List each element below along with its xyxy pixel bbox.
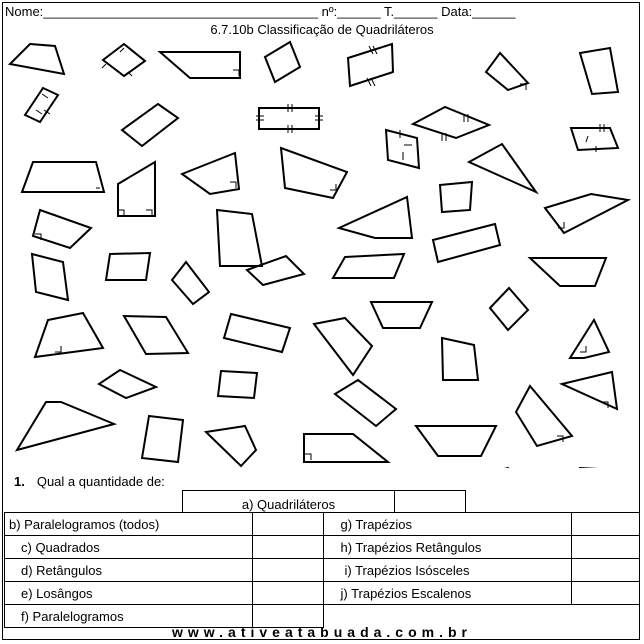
quad-shape <box>469 144 536 192</box>
quad-shape <box>22 162 104 192</box>
quad-shape <box>571 128 618 150</box>
table-row <box>5 559 640 582</box>
quad-shape <box>99 370 156 398</box>
quad-shape <box>516 386 572 446</box>
quad-shape <box>160 52 240 78</box>
quad-shape <box>433 224 500 262</box>
quad-shape <box>103 44 145 76</box>
table-row <box>5 513 640 536</box>
quad-shape <box>281 148 347 198</box>
quad-shape <box>562 372 617 409</box>
item-label: j) Trapézios Escalenos <box>324 582 572 605</box>
quad-shape <box>182 153 239 194</box>
item-label: c) Quadrados <box>5 536 253 559</box>
item-label: f) Paralelogramos <box>5 605 253 628</box>
quad-shape <box>32 254 68 300</box>
quad-shape <box>413 107 489 138</box>
question-1 <box>14 474 165 489</box>
answer-cell[interactable] <box>572 582 640 605</box>
quad-shape <box>106 253 150 280</box>
quad-shape <box>333 254 404 278</box>
quad-shape <box>10 44 64 74</box>
quad-shape <box>490 288 528 330</box>
answer-table <box>4 512 640 628</box>
answer-cell[interactable] <box>252 536 324 559</box>
quad-shape <box>217 210 262 266</box>
quad-shape <box>142 416 183 462</box>
answer-cell[interactable] <box>252 513 324 536</box>
quad-shape <box>580 48 618 94</box>
item-label: b) Paralelogramos (todos) <box>5 513 253 536</box>
quad-shape <box>304 434 388 462</box>
page-title: 6.7.10b Classificação de Quadriláteros <box>210 22 434 37</box>
quad-shape <box>206 426 256 466</box>
item-label: i) Trapézios Isósceles <box>324 559 572 582</box>
student-info-line: Nome:______________________________________ nº:______ T.______ Data:______ <box>5 4 516 19</box>
quad-shape <box>118 162 155 216</box>
quad-shape <box>442 338 478 380</box>
quadrilaterals-figure <box>0 38 644 468</box>
item-label: h) Trapézios Retângulos <box>324 536 572 559</box>
quad-shape <box>314 318 372 375</box>
question-text: Qual a quantidade de: <box>36 474 165 489</box>
question-number: 1. <box>14 474 25 489</box>
quad-shape <box>386 130 419 168</box>
website-footer: www.ativeatabuada.com.br <box>172 624 472 640</box>
quad-shape <box>224 314 290 352</box>
answer-row-quadrilaterals <box>182 490 466 512</box>
quad-shape <box>33 210 91 248</box>
answer-cell[interactable] <box>572 513 640 536</box>
table-row <box>5 536 640 559</box>
quad-shape <box>545 194 628 233</box>
answer-cell[interactable] <box>572 559 640 582</box>
item-label: g) Trapézios <box>324 513 572 536</box>
quad-shape <box>265 42 300 82</box>
quad-shape <box>416 426 496 456</box>
table-row <box>5 582 640 605</box>
quad-shape <box>25 88 58 122</box>
item-label: e) Losângos <box>5 582 253 605</box>
answer-cell[interactable] <box>252 559 324 582</box>
quad-shape <box>335 380 396 426</box>
quad-shape <box>371 302 432 328</box>
quad-shape <box>124 316 188 354</box>
item-label-a: a) Quadriláteros <box>183 491 395 513</box>
quad-shape <box>530 258 606 286</box>
quad-shape <box>172 262 209 304</box>
quad-shape <box>339 197 412 238</box>
quad-shape <box>247 256 304 285</box>
answer-cell[interactable] <box>252 582 324 605</box>
quad-shape <box>218 371 257 398</box>
answer-cell[interactable] <box>572 536 640 559</box>
quad-shape <box>440 182 472 212</box>
quad-shape <box>348 44 393 86</box>
quad-shape <box>35 313 103 357</box>
quad-shape <box>17 402 114 450</box>
quad-shape <box>122 104 178 146</box>
item-label: d) Retângulos <box>5 559 253 582</box>
quad-shape <box>570 320 609 358</box>
quad-shape <box>259 108 319 129</box>
